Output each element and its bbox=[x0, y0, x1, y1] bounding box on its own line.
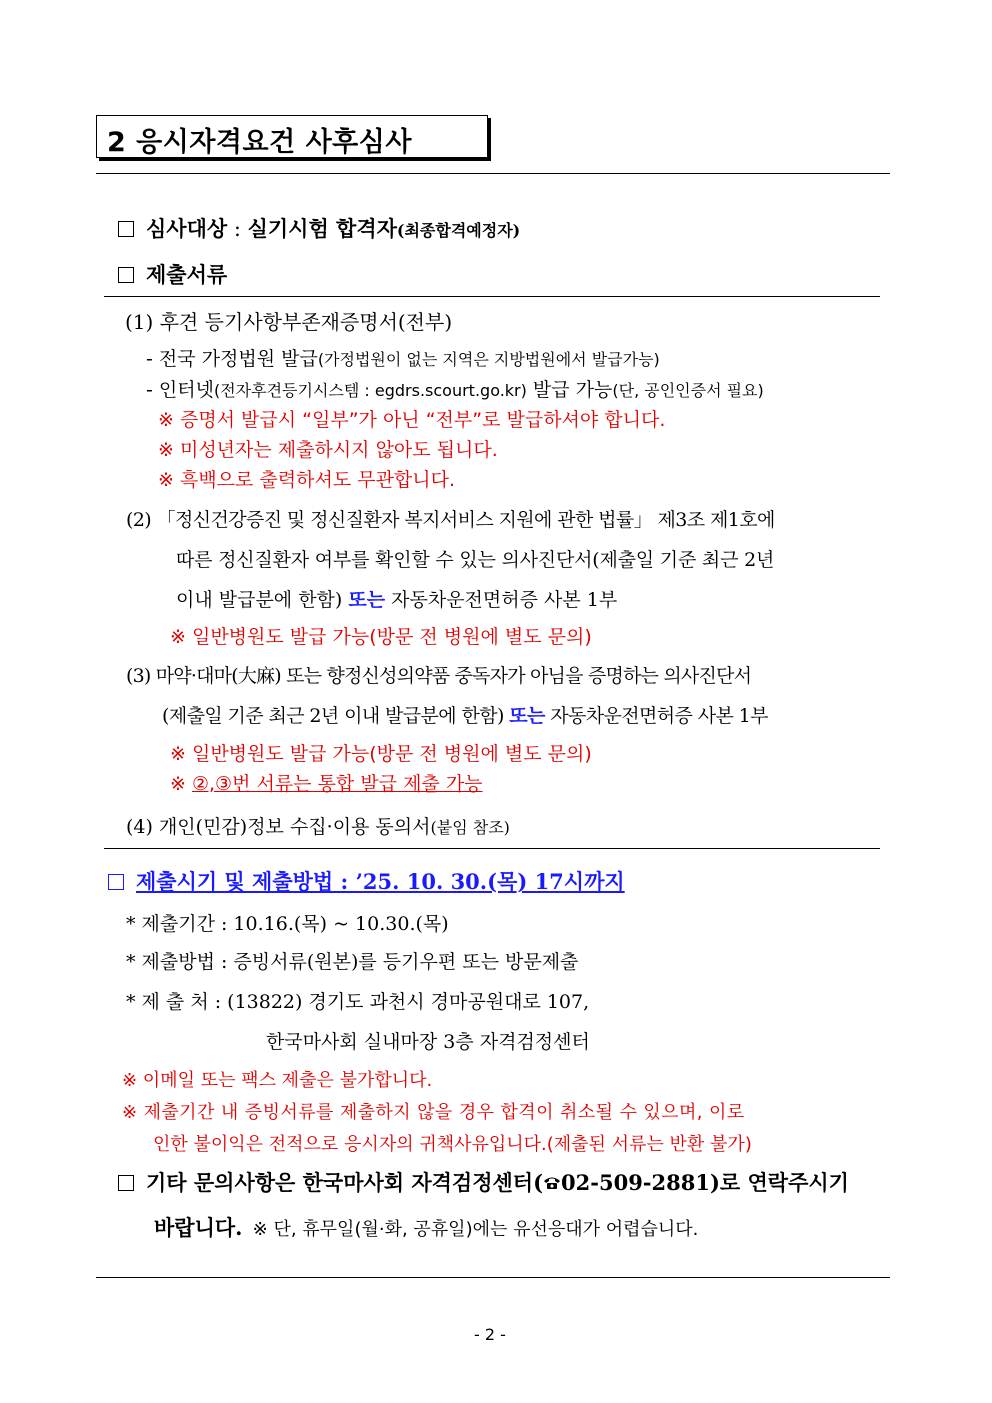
submission-place-2: 한국마사회 실내마장 3층 자격검정센터 bbox=[266, 1031, 590, 1053]
doc3-line1: (3) 마약·대마(大麻) 또는 향정신성의약품 중독자가 아님을 증명하는 의사진단서 bbox=[126, 665, 752, 687]
doc1-note2: ※ 미성년자는 제출하시지 않아도 됩니다. bbox=[158, 439, 498, 461]
doc2-line2: 따른 정신질환자 여부를 확인할 수 있는 의사진단서(제출일 기준 최근 2년 bbox=[176, 549, 775, 571]
submission-note2-line2: 인한 불이익은 전적으로 응시자의 귀책사유입니다.(제출된 서류는 반환 불가) bbox=[153, 1134, 752, 1155]
review-target-value: 실기시험 합격자 bbox=[247, 216, 397, 241]
doc1-title: (1) 후견 등기사항부존재증명서(전부) bbox=[125, 310, 453, 334]
checkbox-square-icon bbox=[118, 267, 134, 283]
contact-line1: 기타 문의사항은 한국마사회 자격검정센터( 02-509-2881)로 연락주시기 bbox=[118, 1167, 849, 1197]
doc1-note1: ※ 증명서 발급시 “일부”가 아닌 “전부”로 발급하셔야 합니다. bbox=[158, 409, 666, 431]
doc3-note2: ※ ②,③번 서류는 통합 발급 제출 가능 bbox=[170, 773, 483, 795]
divider-bottom bbox=[96, 1277, 890, 1278]
doc2-line1: (2) 「정신건강증진 및 정신질환자 복지서비스 지원에 관한 법률」 제3조 제1호에 bbox=[126, 509, 775, 531]
review-target-label: 심사대상 bbox=[146, 216, 228, 241]
submission-note1: ※ 이메일 또는 팩스 제출은 불가합니다. bbox=[122, 1070, 433, 1091]
or-keyword: 또는 bbox=[348, 589, 386, 611]
page-number: - 2 - bbox=[474, 1325, 506, 1344]
doc2-line3: 이내 발급분에 한함) 또는 자동차운전면허증 사본 1부 bbox=[176, 589, 618, 611]
documents-heading-line bbox=[118, 259, 227, 289]
doc1-note3: ※ 흑백으로 출력하셔도 무관합니다. bbox=[158, 469, 456, 491]
doc4-line: (4) 개인(민감)정보 수집·이용 동의서(붙임 참조) bbox=[126, 816, 510, 838]
review-target-note: (최종합격예정자) bbox=[396, 221, 521, 240]
section-title-box bbox=[96, 115, 488, 158]
submission-method: * 제출방법 : 증빙서류(원본)를 등기우편 또는 방문제출 bbox=[126, 951, 579, 973]
doc3-line2: (제출일 기준 최근 2년 이내 발급분에 한함) 또는 자동차운전면허증 사본 1부 bbox=[162, 705, 768, 727]
review-target-sep: : bbox=[227, 217, 248, 241]
contact-line2: 바랍니다. ※ 단, 휴무일(월·화, 공휴일)에는 유선응대가 어렵습니다. bbox=[154, 1215, 699, 1240]
doc2-note: ※ 일반병원도 발급 가능(방문 전 병원에 별도 문의) bbox=[170, 626, 592, 648]
or-keyword: 또는 bbox=[509, 705, 545, 727]
divider-top bbox=[96, 173, 890, 174]
review-target-line bbox=[118, 213, 520, 243]
checkbox-square-icon bbox=[118, 221, 134, 237]
submission-place-1: * 제 출 처 : (13822) 경기도 과천시 경마공원대로 107, bbox=[126, 991, 590, 1013]
doc1-bullet1: - 전국 가정법원 발급(가정법원이 없는 지역은 지방법원에서 발급가능) bbox=[146, 348, 660, 370]
submission-note2-line1: ※ 제출기간 내 증빙서류를 제출하지 않을 경우 합격이 취소될 수 있으며, 이로 bbox=[122, 1102, 745, 1123]
divider-docs-top bbox=[104, 296, 880, 297]
doc1-bullet2: - 인터넷(전자후견등기시스템 : egdrs.scourt.go.kr) 발급 가능(단, 공인인증서 필요) bbox=[146, 379, 764, 401]
doc3-note1: ※ 일반병원도 발급 가능(방문 전 병원에 별도 문의) bbox=[170, 743, 592, 765]
submission-heading-line bbox=[108, 866, 625, 896]
submission-heading: 제출시기 및 제출방법 : ’25. 10. 30.(목) 17시까지 bbox=[136, 869, 625, 894]
checkbox-square-icon bbox=[108, 874, 124, 890]
section-title: 2 응시자격요건 사후심사 bbox=[107, 127, 412, 158]
checkbox-square-icon bbox=[118, 1175, 134, 1191]
submission-period: * 제출기간 : 10.16.(목) ~ 10.30.(목) bbox=[126, 913, 449, 935]
divider-docs-bottom bbox=[104, 848, 880, 849]
documents-heading: 제출서류 bbox=[146, 262, 228, 287]
telephone-icon bbox=[543, 1176, 561, 1190]
